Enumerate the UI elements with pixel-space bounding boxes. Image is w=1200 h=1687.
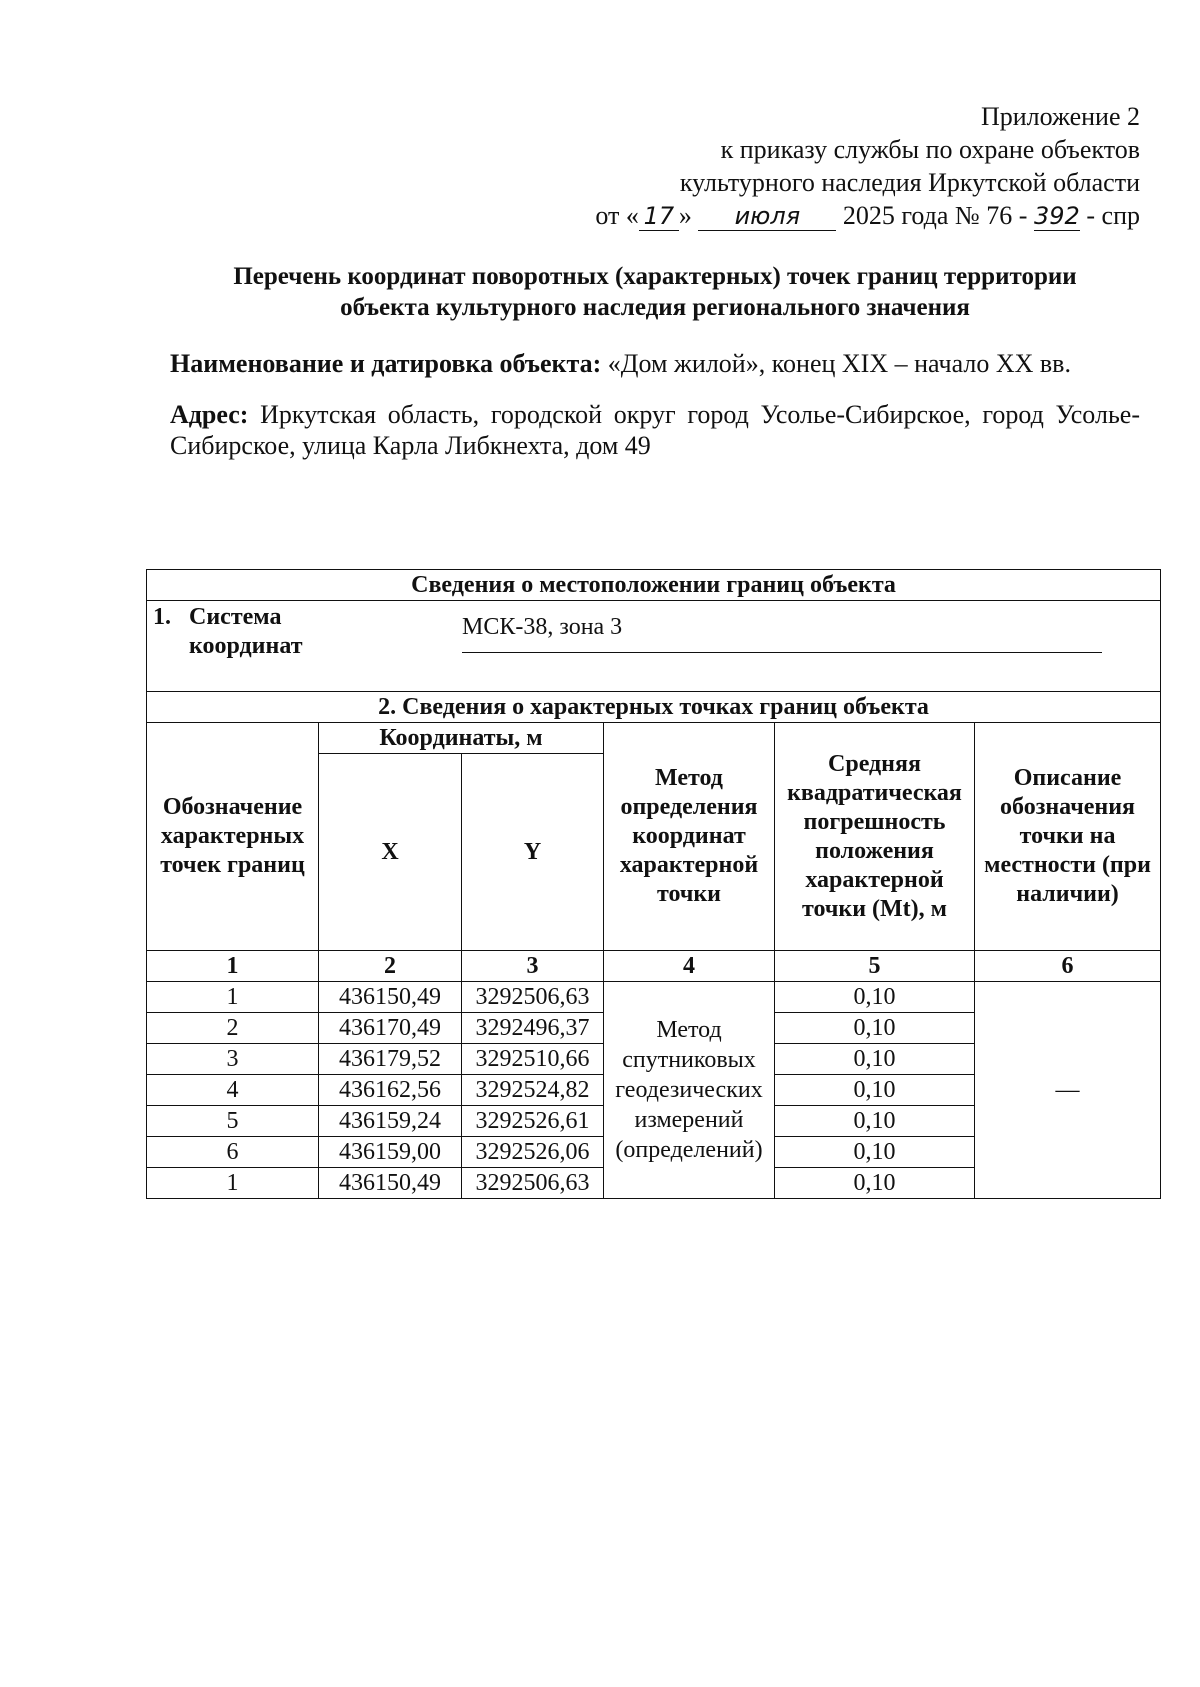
point-y: 3292526,61 [462,1106,604,1137]
point-mt: 0,10 [775,1106,975,1137]
date-year: 2025 года № 76 - [842,201,1028,230]
section-header-row [147,570,1161,601]
coord-system-number: 1. [153,604,171,630]
coord-system-value: МСК-38, зона 3 [462,613,1102,653]
point-y: 3292496,37 [462,1013,604,1044]
point-mt: 0,10 [775,1044,975,1075]
method-value: Метод спутниковых геодезических измерений (определений) [604,982,775,1199]
point-mt: 0,10 [775,982,975,1013]
point-y: 3292506,63 [462,1168,604,1199]
point-number: 5 [147,1106,319,1137]
point-x: 436150,49 [319,1168,462,1199]
order-suffix: - спр [1086,201,1140,230]
column-number: 5 [775,951,975,982]
object-name-paragraph [170,348,1140,379]
point-x: 436179,52 [319,1044,462,1075]
column-number: 4 [604,951,775,982]
column-number: 1 [147,951,319,982]
point-number: 3 [147,1044,319,1075]
coord-system-row [147,601,1161,692]
header-designation: Обозначение характерных точек границ [147,723,319,951]
header-x: X [319,754,462,951]
point-number: 6 [147,1137,319,1168]
point-y: 3292526,06 [462,1137,604,1168]
header-method: Метод определения координат характерной точки [604,723,775,951]
point-number: 2 [147,1013,319,1044]
column-number-row [147,951,1161,982]
point-x: 436159,24 [319,1106,462,1137]
column-number: 6 [975,951,1161,982]
object-address-label: Адрес: [170,400,249,429]
object-address-value: Иркутская область, городской округ город Усолье-Сибирское, город Усолье-Сибирское, улица Карла Либкнехта, дом 49 [170,400,1140,460]
appendix-title: Приложение 2 [980,102,1140,131]
date-day-handwritten: 17 [639,202,679,231]
appendix-header [595,100,1140,232]
coord-system-label-line2: координат [189,633,303,659]
document-title [170,261,1140,323]
object-name-label: Наименование и датировка объекта: [170,349,602,378]
point-y: 3292510,66 [462,1044,604,1075]
point-x: 436162,56 [319,1075,462,1106]
header-coordinates: Координаты, м [319,723,604,754]
point-y: 3292524,82 [462,1075,604,1106]
point-y: 3292506,63 [462,982,604,1013]
points-section-title: 2. Сведения о характерных точках границ объекта [147,692,1161,723]
point-x: 436159,00 [319,1137,462,1168]
description-value: — [975,982,1161,1199]
header-y: Y [462,754,604,951]
point-mt: 0,10 [775,1168,975,1199]
point-mt: 0,10 [775,1137,975,1168]
date-prefix: от « [595,201,639,230]
point-number: 4 [147,1075,319,1106]
header-row-1 [147,723,1161,754]
object-info [170,348,1140,461]
title-line-2: объекта культурного наследия регионального значения [340,294,970,321]
column-number: 3 [462,951,604,982]
date-month-handwritten: июля [698,202,836,231]
point-mt: 0,10 [775,1075,975,1106]
point-mt: 0,10 [775,1013,975,1044]
point-number: 1 [147,982,319,1013]
point-x: 436170,49 [319,1013,462,1044]
section-title: Сведения о местоположении границ объекта [147,570,1161,601]
column-number: 2 [319,951,462,982]
header-description: Описание обозначения точки на местности (при наличии) [975,723,1161,951]
appendix-date-line [595,199,1140,232]
coord-system-cell [147,601,1161,692]
point-number: 1 [147,1168,319,1199]
appendix-order-ref: к приказу службы по охране объектов [720,135,1140,164]
point-x: 436150,49 [319,982,462,1013]
order-number-handwritten: 392 [1033,202,1080,230]
appendix-authority: культурного наследия Иркутской области [679,168,1140,197]
object-address-paragraph [170,399,1140,461]
coordinates-table [146,569,1161,1199]
table-row [147,982,1161,1013]
header-error: Средняя квадратическая погрешность положения характерной точки (Mt), м [775,723,975,951]
points-section-row [147,692,1161,723]
date-mid: » [678,201,692,230]
coord-system-label [153,603,303,661]
object-name-value: «Дом жилой», конец XIX – начало XX вв. [607,349,1071,378]
coord-system-label-line1: Система [189,604,282,630]
title-line-1: Перечень координат поворотных (характерных) точек границ территории [233,263,1077,290]
